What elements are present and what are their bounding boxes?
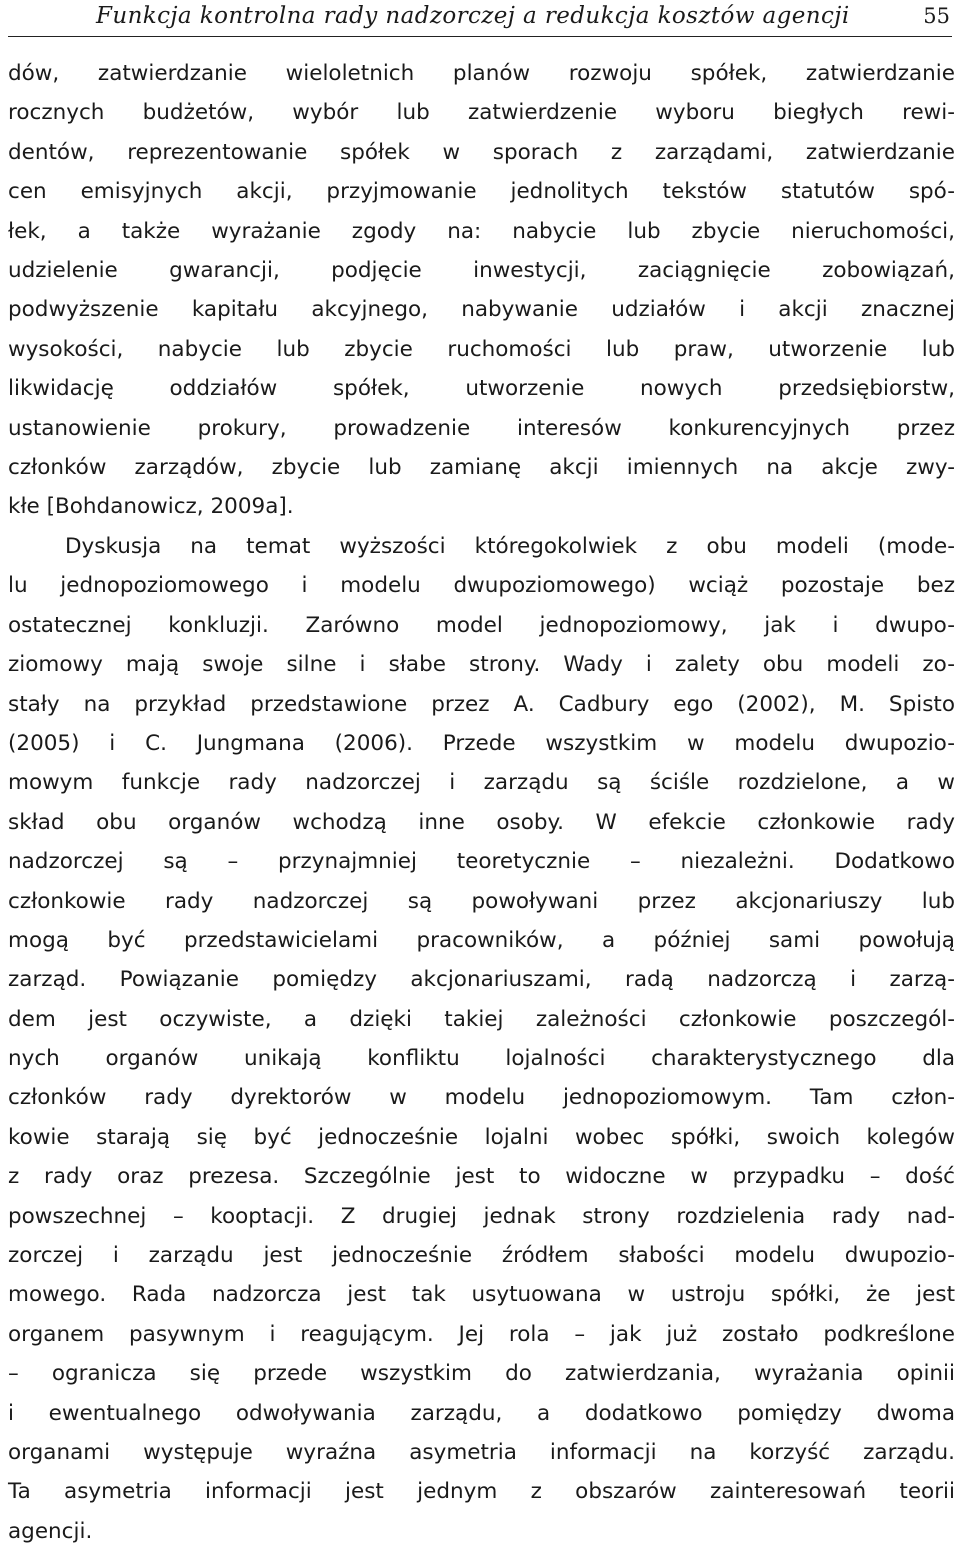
text-line: wysokości, nabycie lub zbycie ruchomości lub praw, utworzenie lub (8, 336, 955, 362)
text-line: dów, zatwierdzanie wieloletnich planów rozwoju spółek, zatwierdzanie (8, 61, 955, 86)
text-line: Dyskusja na temat wyższości któregokolwiek z obu modeli (mode- (65, 534, 955, 559)
text-line: skład obu organów wchodzą inne osoby. W efekcie członkowie rady (8, 809, 955, 835)
text-line: dentów, reprezentowanie spółek w sporach z zarządami, zatwierdzanie (8, 139, 955, 165)
text-line: ustanowienie prokury, prowadzenie interesów konkurencyjnych przez (8, 415, 955, 441)
running-title: Funkcja kontrolna rady nadzorczej a redukcja kosztów agencji (96, 3, 850, 29)
text-line: członkowie rady nadzorczej są powoływani przez akcjonariuszy lub (8, 888, 955, 914)
text-line: Ta asymetria informacji jest jednym z obszarów zainteresowań teorii (8, 1479, 955, 1505)
text-line: kowie starają się być jednocześnie lojalni wobec spółki, swoich kolegów (8, 1124, 955, 1150)
text-line: agencji. (8, 1518, 93, 1544)
text-line: kłe [Bohdanowicz, 2009a]. (8, 494, 294, 520)
text-line: nych organów unikają konfliktu lojalności charakterystycznego dla (8, 1046, 955, 1072)
text-line: rocznych budżetów, wybór lub zatwierdzenie wyboru biegłych rewi- (8, 100, 955, 126)
text-line: członków zarządów, zbycie lub zamianę akcji imiennych na akcje zwy- (8, 454, 955, 480)
running-header (8, 0, 952, 37)
text-line: – ogranicza się przede wszystkim do zatwierdzania, wyrażania opinii (8, 1361, 955, 1387)
text-line: ostatecznej konkluzji. Zarówno model jednopoziomowy, jak i dwupo- (8, 612, 955, 638)
text-line: zarząd. Powiązanie pomiędzy akcjonariuszami, radą nadzorczą i zarzą- (8, 967, 955, 993)
text-line: mogą być przedstawicielami pracowników, a później sami powołują (8, 927, 955, 953)
text-line: członków rady dyrektorów w modelu jednopoziomowym. Tam człon- (8, 1085, 955, 1111)
text-line: udzielenie gwarancji, podjęcie inwestycji, zaciągnięcie zobowiązań, (8, 257, 955, 283)
text-line: powszechnej – kooptacji. Z drugiej jednak strony rozdzielenia rady nad- (8, 1203, 955, 1229)
paragraph-1 (8, 54, 955, 527)
text-line: cen emisyjnych akcji, przyjmowanie jednolitych tekstów statutów spó- (8, 179, 955, 205)
text-line: stały na przykład przedstawione przez A. Cadbury ego (2002), M. Spisto (8, 691, 955, 717)
text-line: lu jednopoziomowego i modelu dwupoziomowego) wciąż pozostaje bez (8, 573, 955, 599)
text-line: ziomowy mają swoje silne i słabe strony. Wady i zalety obu modeli zo- (8, 652, 955, 678)
text-line: podwyższenie kapitału akcyjnego, nabywanie udziałów i akcji znacznej (8, 297, 955, 323)
text-line: organem pasywnym i reagującym. Jej rola – jak już zostało podkreślone (8, 1321, 955, 1347)
text-line: mowego. Rada nadzorcza jest tak usytuowana w ustroju spółki, że jest (8, 1282, 955, 1308)
text-line: łek, a także wyrażanie zgody na: nabycie lub zbycie nieruchomości, (8, 218, 955, 244)
text-line: organami występuje wyraźna asymetria informacji na korzyść zarządu. (8, 1439, 955, 1465)
text-line: i ewentualnego odwoływania zarządu, a dodatkowo pomiędzy dwoma (8, 1400, 955, 1426)
text-line: nadzorczej są – przynajmniej teoretycznie – niezależni. Dodatkowo (8, 849, 955, 875)
text-line: mowym funkcje rady nadzorczej i zarządu są ściśle rozdzielone, a w (8, 770, 955, 796)
text-line: zorczej i zarządu jest jednocześnie źródłem słabości modelu dwupozio- (8, 1243, 955, 1269)
text-line: likwidację oddziałów spółek, utworzenie nowych przedsiębiorstw, (8, 376, 955, 402)
page-number: 55 (923, 4, 950, 28)
text-line: (2005) i C. Jungmana (2006). Przede wszystkim w modelu dwupozio- (8, 730, 955, 756)
text-line: dem jest oczywiste, a dzięki takiej zależności członkowie poszczegól- (8, 1006, 955, 1032)
paragraph-2 (8, 527, 955, 1551)
text-line: z rady oraz prezesa. Szczególnie jest to widoczne w przypadku – dość (8, 1164, 955, 1190)
